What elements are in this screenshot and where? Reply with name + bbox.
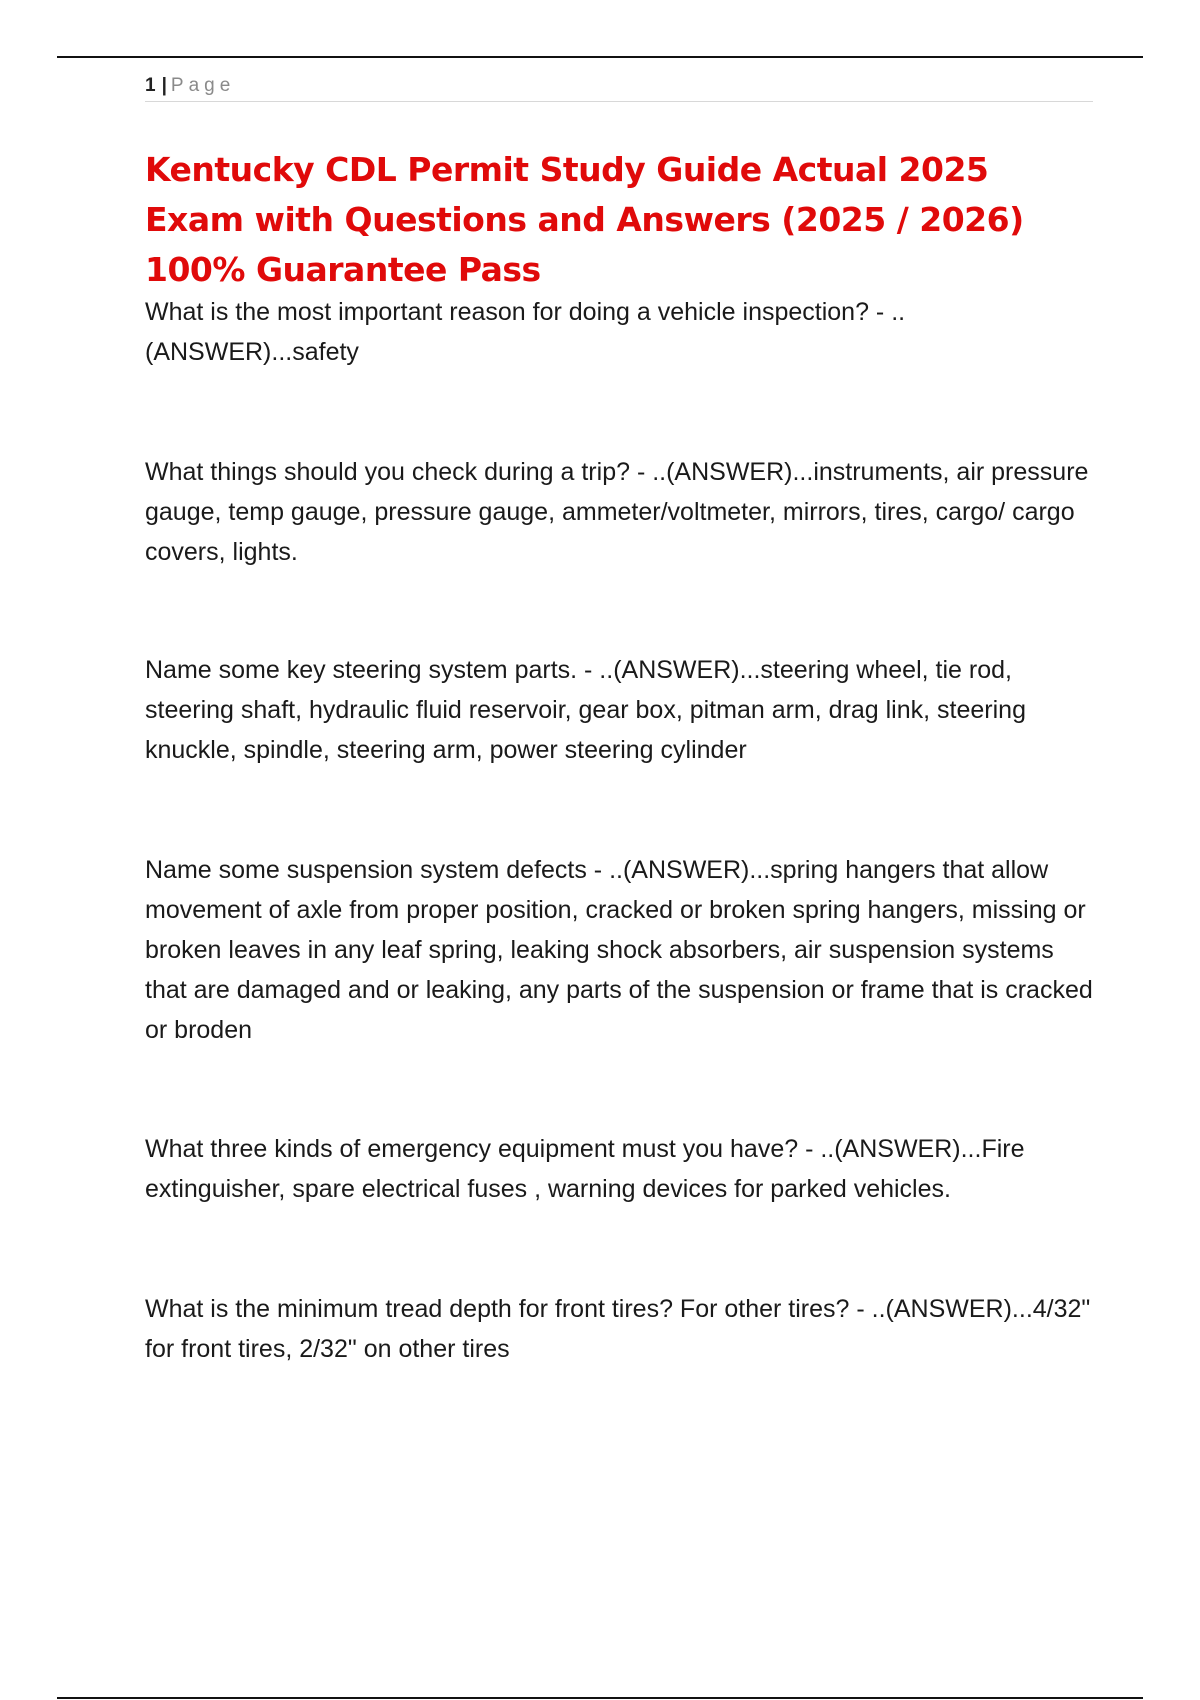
page-number: 1 xyxy=(145,75,156,96)
question-item-4: Name some suspension system defects - ..(ANSWER)...spring hangers that allow movement of axle from proper position, cracked or broken spring hangers, missing or broken leaves in any leaf spring, leaking shock absorbers, air suspension systems that are damaged and or leaking, any parts of the suspension or frame that is cracked or broden xyxy=(145,856,1093,1044)
page-header xyxy=(145,73,1093,102)
bottom-rule xyxy=(57,1697,1143,1699)
question-item-1: What is the most important reason for doing a vehicle inspection? - ..(ANSWER)...safety xyxy=(145,298,906,366)
document-title: Kentucky CDL Permit Study Guide Actual 2025 Exam with Questions and Answers (2025 / 2026) 100% Guarantee Pass xyxy=(145,150,1024,289)
page-separator: | xyxy=(161,75,167,96)
question-item-2: What things should you check during a trip? - ..(ANSWER)...instruments, air pressure gauge, temp gauge, pressure gauge, ammeter/voltmeter, mirrors, tires, cargo/ cargo covers, lights. xyxy=(145,458,1089,566)
question-item-3: Name some key steering system parts. - ..(ANSWER)...steering wheel, tie rod, steering shaft, hydraulic fluid reservoir, gear box, pitman arm, drag link, steering knuckle, spindle, steering arm, power steering cylinder xyxy=(145,656,1026,764)
page-word: Page xyxy=(170,75,236,96)
question-item-6: What is the minimum tread depth for front tires? For other tires? - ..(ANSWER)...4/32" for front tires, 2/32" on other tires xyxy=(145,1295,1091,1363)
question-item-5: What three kinds of emergency equipment must you have? - ..(ANSWER)...Fire extinguisher, spare electrical fuses , warning devices for parked vehicles. xyxy=(145,1135,1025,1203)
top-rule xyxy=(57,56,1143,58)
